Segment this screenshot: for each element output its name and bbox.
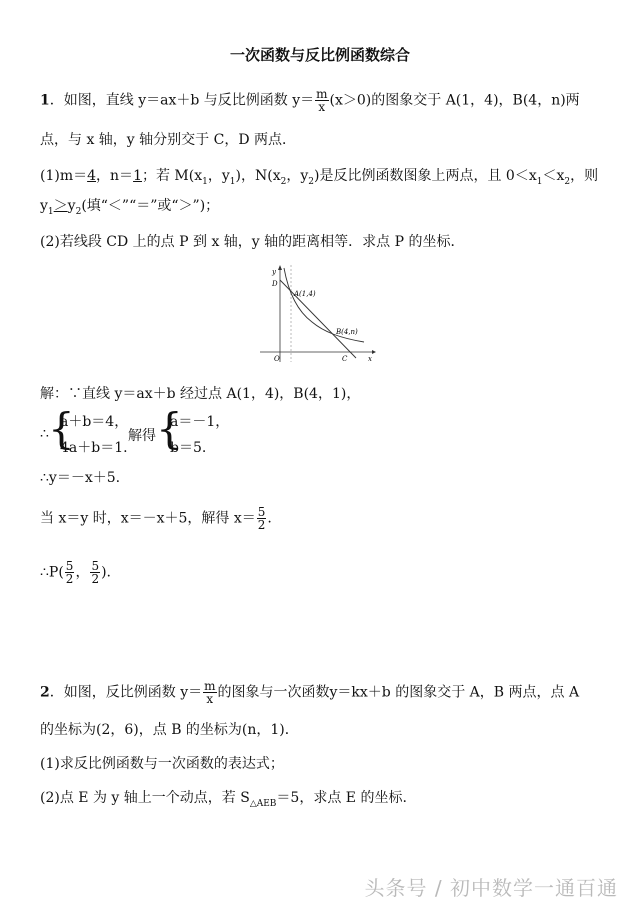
- label-d: D: [272, 280, 278, 288]
- sub-1b: 1: [229, 176, 236, 187]
- s5-comma: ，: [75, 564, 90, 581]
- s5-start: ∴P(: [40, 564, 64, 581]
- p2-q2-text-a: (2)点 E 为 y 轴上一个动点，若 S: [40, 790, 250, 806]
- left-brace-2: {: [156, 404, 183, 453]
- s5-end: ).: [101, 564, 111, 581]
- p1-q1-line1: [40, 166, 598, 192]
- y-axis-arrow: [278, 265, 282, 270]
- function-graph: [258, 262, 378, 366]
- p2-text-b: 的图象与一次函数y＝kx＋b 的图象交于 A，B 两点，点 A: [217, 684, 580, 701]
- p1-line2: 点，与 x 轴，y 轴分别交于 C，D 两点．: [40, 132, 296, 148]
- p2-frac-num: m: [204, 679, 216, 693]
- solution-line5: [40, 560, 111, 585]
- s5-num1: 5: [65, 559, 74, 573]
- p1-text-a: ．如图，直线 y＝ax＋b 与反比例函数 y＝: [49, 92, 315, 109]
- p2-line2: 的坐标为(2，6)，点 B 的坐标为(n，1)．: [40, 722, 299, 738]
- p1-text-b: (x＞0)的图象交于 A(1，4)，B(4，n)两: [329, 92, 580, 109]
- s4-den: 2: [257, 518, 266, 532]
- page-title: 一次函数与反比例函数综合: [229, 46, 410, 64]
- q1-answer-compare: ＞: [53, 198, 68, 214]
- s4-fraction: [257, 506, 267, 531]
- sub-2d: 2: [75, 206, 82, 217]
- system1-row2: 4a＋b＝1.: [60, 440, 128, 456]
- label-b: B(4,n): [336, 328, 358, 336]
- s5-den1: 2: [65, 572, 74, 586]
- solution-line4: [40, 506, 272, 531]
- q1-answer-m: 4: [87, 168, 97, 184]
- label-origin: O: [274, 355, 280, 363]
- system2-row1: a＝－1，: [170, 414, 230, 430]
- q1-fill-hint: (填“＜”“＝”或“＞”)；: [81, 198, 220, 214]
- label-c: C: [342, 355, 348, 363]
- sub-2c: 2: [564, 176, 571, 187]
- q1-y1: y: [40, 198, 48, 214]
- q1-text-g: )是反比例函数图象上两点，且 0＜x: [314, 168, 537, 184]
- p2-frac-den: x: [206, 692, 214, 706]
- p1-number: 1: [40, 92, 50, 109]
- q1-text-i: ，则: [570, 168, 599, 184]
- solution-line3: ∴y＝－x＋5.: [40, 470, 121, 486]
- p1-frac-num: m: [316, 87, 328, 101]
- p2-line1: [40, 680, 579, 705]
- s5-fraction-1: [65, 560, 75, 585]
- s5-num2: 5: [91, 559, 100, 573]
- q1-answer-n: 1: [133, 168, 142, 184]
- x-axis-arrow: [372, 350, 376, 354]
- system1-row1: a＋b＝4，: [60, 414, 129, 430]
- p2-q1: (1)求反比例函数与一次函数的表达式；: [40, 756, 284, 772]
- q1-text-f: ，y: [286, 168, 309, 184]
- q1-text-c: ；若 M(x: [141, 168, 203, 184]
- q1-text-h: ＜x: [542, 168, 565, 184]
- sub-1d: 1: [47, 206, 54, 217]
- p2-fraction: [203, 680, 216, 705]
- s4-text: 当 x＝y 时，x＝－x＋5，解得 x＝: [40, 510, 256, 527]
- s5-den2: 2: [91, 572, 100, 586]
- p1-frac-den: x: [318, 100, 326, 114]
- sub-1c: 1: [536, 176, 543, 187]
- s4-end: .: [267, 510, 272, 527]
- label-a: A(1,4): [294, 290, 316, 298]
- sub-1a: 1: [202, 176, 208, 187]
- q1-text-e: )，N(x: [235, 168, 281, 184]
- label-y: y: [272, 268, 276, 276]
- q1-y2: y: [67, 198, 76, 214]
- p2-text-a: ．如图，反比例函数 y＝: [49, 684, 203, 701]
- s5-fraction-2: [90, 560, 100, 585]
- p1-q2: (2)若线段 CD 上的点 P 到 x 轴，y 轴的距离相等．求点 P 的坐标．: [40, 234, 465, 250]
- p1-q1-line2: [40, 196, 219, 222]
- label-x: x: [368, 355, 372, 363]
- p2-q2: [40, 788, 407, 814]
- left-brace-1: {: [48, 404, 75, 453]
- solve-label: 解得: [128, 428, 156, 444]
- q1-text-b: ，n＝: [96, 168, 134, 184]
- p1-fraction: [315, 88, 328, 113]
- watermark: 头条号 / 初中数学一通百通: [364, 876, 618, 900]
- p1-line1: [40, 88, 580, 113]
- sub-2a: 2: [280, 176, 287, 187]
- line-cd: [280, 280, 356, 358]
- sub-2b: 2: [308, 176, 314, 187]
- p2-q2-sub: △AEB: [249, 798, 277, 809]
- therefore-symbol: ∴: [40, 426, 49, 442]
- q1-text-d: ，y: [207, 168, 230, 184]
- solution-line1: 解：∵直线 y＝ax＋b 经过点 A(1，4)，B(4，1)，: [40, 386, 361, 402]
- p2-q2-text-b: ＝5，求点 E 的坐标.: [276, 790, 407, 806]
- p2-number: 2: [40, 684, 50, 701]
- s4-num: 5: [257, 505, 266, 519]
- system2-row2: b＝5.: [170, 440, 207, 456]
- q1-text-a: (1)m＝: [40, 168, 88, 184]
